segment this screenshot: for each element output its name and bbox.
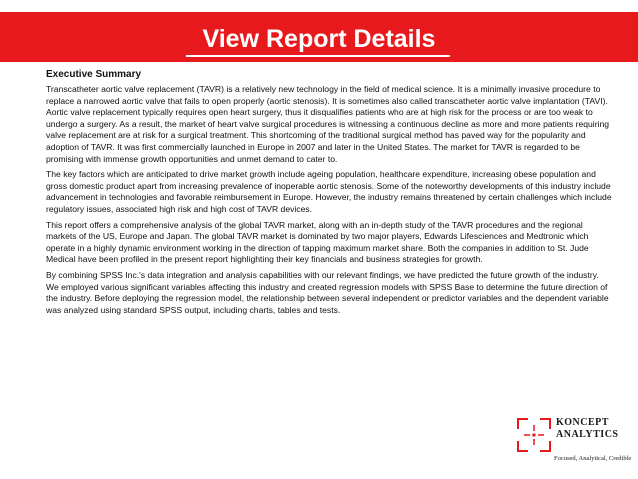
crosshair-logo-icon <box>514 415 554 455</box>
section-heading: Executive Summary <box>46 69 142 80</box>
paragraph-1: Transcatheter aortic valve replacement (TAVR) is a relatively new technology in the field of medical science. It is a minimally invasive procedure to replace a narrowed aortic valve that fails to open properly (aortic stenosis). It is sometimes also called transcatheter aortic valve implantation (TAVI). Aortic valve replacement typically requires open heart surgery, thus it disqualifies patients who are at high risk for the process or are too weak to undergo a surgery. As a result, the market of heart valve surgical procedures is witnessing a continuous decline as more and more patients requiring valve replacement are at risk for a surgical treatment. This shortcoming of the traditional surgical method has paved way for the popularity and adoption of TAVR. It was first commercially launched in Europe in 2007 and later in the United States. The market for TAVR is regarded to be promising with immense growth opportunities and unmet demand to cater to. <box>46 84 610 164</box>
page-title: View Report Details <box>202 25 436 53</box>
logo-tagline: Focused, Analytical, Credible <box>554 455 632 462</box>
logo-name-line2: ANALYTICS <box>556 429 619 440</box>
report-content <box>46 68 612 320</box>
paragraph-3: This report offers a comprehensive analysis of the global TAVR market, along with an in-depth study of the TAVR procedures and the regional markets of the US, Europe and Japan. The global TAVR market is dominated by two major players, Edwards Lifesciences and Medtronic which operate in a highly dynamic environment working in the direction of tapping maximum market share. Both the companies in addition to St. Jude Medical have been profiled in the present report highlighting their key financials and business strategies for growth. <box>46 219 589 265</box>
title-underline <box>186 55 450 57</box>
company-logo <box>510 411 630 473</box>
logo-name <box>556 417 618 441</box>
paragraph-4: By combining SPSS Inc.'s data integration and analysis capabilities with our relevant findings, we have predicted the future growth of the industry. We employed various significant variables affecting this industry and created regression models with SPSS Base to determine the future direction of the industry. Before deploying the regression model, the relationship between several independent or predictor variables and the dependent variable was analyzed using standard SPSS output, including charts, tables and tests. <box>46 269 609 315</box>
paragraph-2: The key factors which are anticipated to drive market growth include ageing population, healthcare expenditure, increasing obese population and gross domestic product apart from increasing prevalence of inoperable aortic stenosis. Some of the noteworthy developments of this industry include advancement in technologies and favorable reimbursement in Europe. However, the industry remains threatened by certain challenges which include regulatory issues, associated high risk and high cost of TAVR devices. <box>46 169 612 214</box>
logo-name-line1: KONCEPT <box>556 417 609 428</box>
